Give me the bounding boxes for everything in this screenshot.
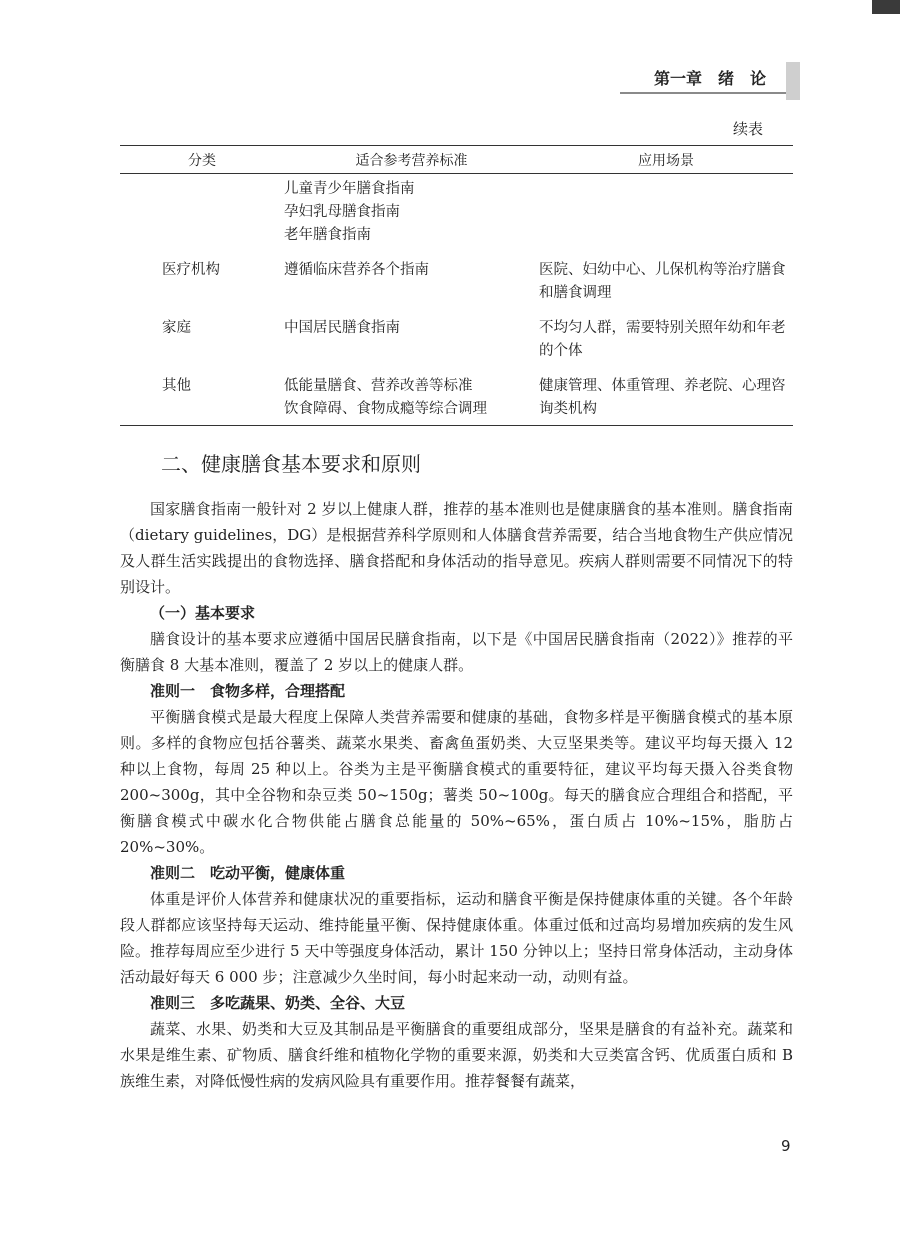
scenarios-line: 和膳食调理 — [539, 285, 612, 301]
scenarios-cell — [539, 257, 793, 315]
scenarios-cell — [539, 174, 793, 258]
table-row — [120, 257, 793, 315]
standards-line: 孕妇乳母膳食指南 — [284, 204, 400, 220]
standards-cell — [284, 373, 539, 426]
scenarios-line: 医院、妇幼中心、儿保机构等治疗膳食 — [539, 262, 786, 278]
running-header — [620, 62, 800, 100]
scenarios-line: 的个体 — [539, 343, 583, 359]
scenarios-cell — [539, 373, 793, 426]
table-row — [120, 174, 793, 258]
header-rule — [620, 92, 786, 94]
rule-heading: 准则三 多吃蔬果、奶类、全谷、大豆 — [150, 994, 406, 1012]
standards-line: 老年膳食指南 — [284, 227, 371, 243]
category-cell: 医疗机构 — [162, 262, 220, 278]
subsection-paragraph: 膳食设计的基本要求应遵循中国居民膳食指南，以下是《中国居民膳食指南（2022）》推荐的平衡膳食 8 大基本准则，覆盖了 2 岁以上的健康人群。 — [120, 630, 793, 674]
header-tab-bar — [786, 62, 800, 100]
subsection-heading: （一）基本要求 — [150, 604, 256, 622]
table-row — [120, 373, 793, 426]
section-heading: 二、健康膳食基本要求和原则 — [161, 452, 421, 476]
rule-paragraph: 蔬菜、水果、奶类和大豆及其制品是平衡膳食的重要组成部分，坚果是膳食的有益补充。蔬菜和水果是维生素、矿物质、膳食纤维和植物化学物的重要来源，奶类和大豆类富含钙、优质蛋白质和 B 族维生素，对降低慢性病的发病风险具有重要作用。推荐餐餐有蔬菜， — [120, 1020, 793, 1090]
scenarios-line: 健康管理、体重管理、养老院、心理咨 — [539, 378, 786, 394]
scenarios-line: 询类机构 — [539, 401, 597, 417]
column-header-category: 分类 — [120, 146, 284, 174]
table-header-row — [120, 146, 793, 174]
table-row — [120, 315, 793, 373]
standards-cell — [284, 257, 539, 315]
standards-line: 饮食障碍、食物成瘾等综合调理 — [284, 401, 487, 417]
standards-line: 遵循临床营养各个指南 — [284, 262, 429, 278]
intro-paragraph: 国家膳食指南一般针对 2 岁以上健康人群，推荐的基本准则也是健康膳食的基本准则。膳食指南（dietary guidelines，DG）是根据营养科学原则和人体膳食营养需要，结合当地食物生产供应情况及人群生活实践提出的食物选择、膳食搭配和身体活动的指导意见。疾病人群则需要不同情况下的特别设计。 — [120, 500, 793, 596]
scenarios-line: 不均匀人群，需要特别关照年幼和年老 — [539, 320, 786, 336]
nutrition-standards-table — [120, 145, 793, 426]
standards-line: 低能量膳食、营养改善等标准 — [284, 378, 473, 394]
page-number: 9 — [781, 1137, 791, 1155]
rule-paragraph: 体重是评价人体营养和健康状况的重要指标，运动和膳食平衡是保持健康体重的关键。各个年龄段人群都应该坚持每天运动、维持能量平衡、保持健康体重。体重过低和过高均易增加疾病的发生风险。推荐每周应至少进行 5 天中等强度身体活动，累计 150 分钟以上；坚持日常身体活动，主动身体活动最好每天 6 000 步；注意减少久坐时间，每小时起来动一动，动则有益。 — [120, 890, 793, 986]
table-continued-label: 续表 — [733, 120, 764, 138]
column-header-scenarios: 应用场景 — [539, 146, 793, 174]
rule-paragraph: 平衡膳食模式是最大程度上保障人类营养需要和健康的基础，食物多样是平衡膳食模式的基本原则。多样的食物应包括谷薯类、蔬菜水果类、畜禽鱼蛋奶类、大豆坚果类等。建议平均每天摄入 12 种以上食物，每周 25 种以上。谷类为主是平衡膳食模式的重要特征，建议平均每天摄入谷类食物 200~300g，其中全谷物和杂豆类 50~150g；薯类 50~100g。每天的膳食应合理组合和搭配，平衡膳食模式中碳水化合物供能占膳食总能量的 50%~65%，蛋白质占 10%~15%，脂肪占 20%~30%。 — [120, 708, 793, 856]
column-header-standards: 适合参考营养标准 — [284, 146, 539, 174]
standards-line: 中国居民膳食指南 — [284, 320, 400, 336]
page-corner-mark — [872, 0, 900, 14]
scenarios-cell — [539, 315, 793, 373]
rule-heading: 准则一 食物多样，合理搭配 — [150, 682, 346, 700]
standards-cell — [284, 174, 539, 258]
category-cell: 家庭 — [162, 320, 191, 336]
category-cell — [120, 174, 284, 258]
main-text — [120, 448, 793, 1094]
standards-line: 儿童青少年膳食指南 — [284, 181, 415, 197]
standards-cell — [284, 315, 539, 373]
rule-heading: 准则二 吃动平衡，健康体重 — [150, 864, 346, 882]
category-cell: 其他 — [120, 373, 284, 426]
chapter-title: 第一章 绪 论 — [654, 69, 767, 88]
